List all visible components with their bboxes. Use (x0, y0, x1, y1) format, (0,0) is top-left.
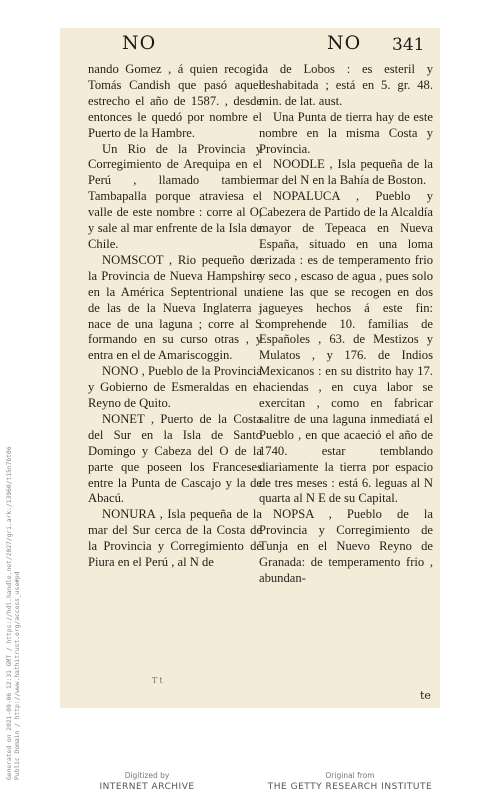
watermark-line: Public Domain / http://www.hathitrust.org/access_use#pd (14, 571, 21, 780)
left-column (88, 62, 262, 571)
entry-paragraph: NONO , Pueblo de la Provincia y Gobierno de Esmeraldas en el Reyno de Quito. (88, 364, 262, 411)
running-head-left: NO (122, 32, 157, 54)
catchword: te (420, 689, 431, 702)
entry-paragraph: Un Rio de la Provincia y Corregimiento de Arequipa en el Perú , llamado tambien Tambapalla porque atraviesa el valle de este nombre : corre al O, y sale al mar enfrente de la Isla de Chile. (88, 141, 262, 251)
page-number: 341 (392, 35, 425, 55)
entry-paragraph: la de Lobos : es esteril y deshabitada ; está en 5. gr. 48. min. de lat. aust. (259, 62, 433, 108)
entry-paragraph: NONURA , Isla pequeña de la mar del Sur cerca de la Costa de la Provincia y Corregimiento de Piura en el Perú , al N de (88, 507, 262, 570)
entry-paragraph: NOPSA , Pueblo de la Provincia y Corregimiento de Tunja en el Nuevo Reyno de Granada: de temperamento frio , abundan- (259, 507, 433, 585)
getty-label: THE GETTY RESEARCH INSTITUTE (267, 782, 433, 792)
watermark-line: Generated on 2021-09-06 12:31 GMT / https://hdl.handle.net/2027/gri.ark:/13960/t15n7bt06 (6, 446, 13, 780)
original-from-label: Original from (325, 771, 375, 780)
right-column (259, 62, 433, 587)
digitized-by-label: Digitized by (124, 771, 170, 780)
signature-mark: Tt (152, 676, 165, 685)
entry-paragraph: NOPALUCA , Pueblo y Cabezera de Partido de la Alcaldía mayor de Tepeaca en Nueva España, situado en una loma erizada : es de temperamento frio y seco , escaso de agua , pues solo tiene las que se recogen en dos jagueyes hechos á este fin: comprehende 10. familias de Españoles , 63. de Mestizos y Mulatos , y 176. de Indios Mexicanos : en su distrito hay 17. haciendas , en cuya labor se exercitan , como en fabricar salitre de una laguna inmediatá el Pueblo , en que acaeció el año de 1740. estar temblando diariamente la tierra por espacio de tres meses : está 6. leguas al N quarta al N E de su Capital. (259, 189, 433, 506)
entry-paragraph: NOODLE , Isla pequeña de la mar del N en la Bahía de Boston. (259, 157, 433, 188)
entry-paragraph: NONET , Puerto de la Costa del Sur en la Isla de Santo Domingo y Cabeza del O de la parte que poseen los Franceses entre la Punta de Cascajo y la de Abacú. (88, 411, 262, 506)
internet-archive-label: INTERNET ARCHIVE (99, 782, 195, 792)
hathitrust-watermark (6, 446, 22, 780)
entry-paragraph: nando Gomez , á quien recogió Tomás Candish que pasó aquel estrecho el año de 1587. , desde entonces le quedó por nombre el Puerto de la Hambre. (88, 62, 262, 140)
original-from-credit (260, 771, 440, 792)
entry-paragraph: Una Punta de tierra hay de este nombre en la misma Costa y Provincia. (259, 109, 433, 156)
digitized-by-credit (57, 771, 237, 792)
entry-paragraph: NOMSCOT , Rio pequeño de la Provincia de Nueva Hampshire en la América Septentrional una de las de la Nueva Inglaterra : nace de una laguna ; corre al S formando en su curso otras , y entra en el de Amariscoggin. (88, 252, 262, 363)
running-head-right: NO (327, 32, 362, 54)
